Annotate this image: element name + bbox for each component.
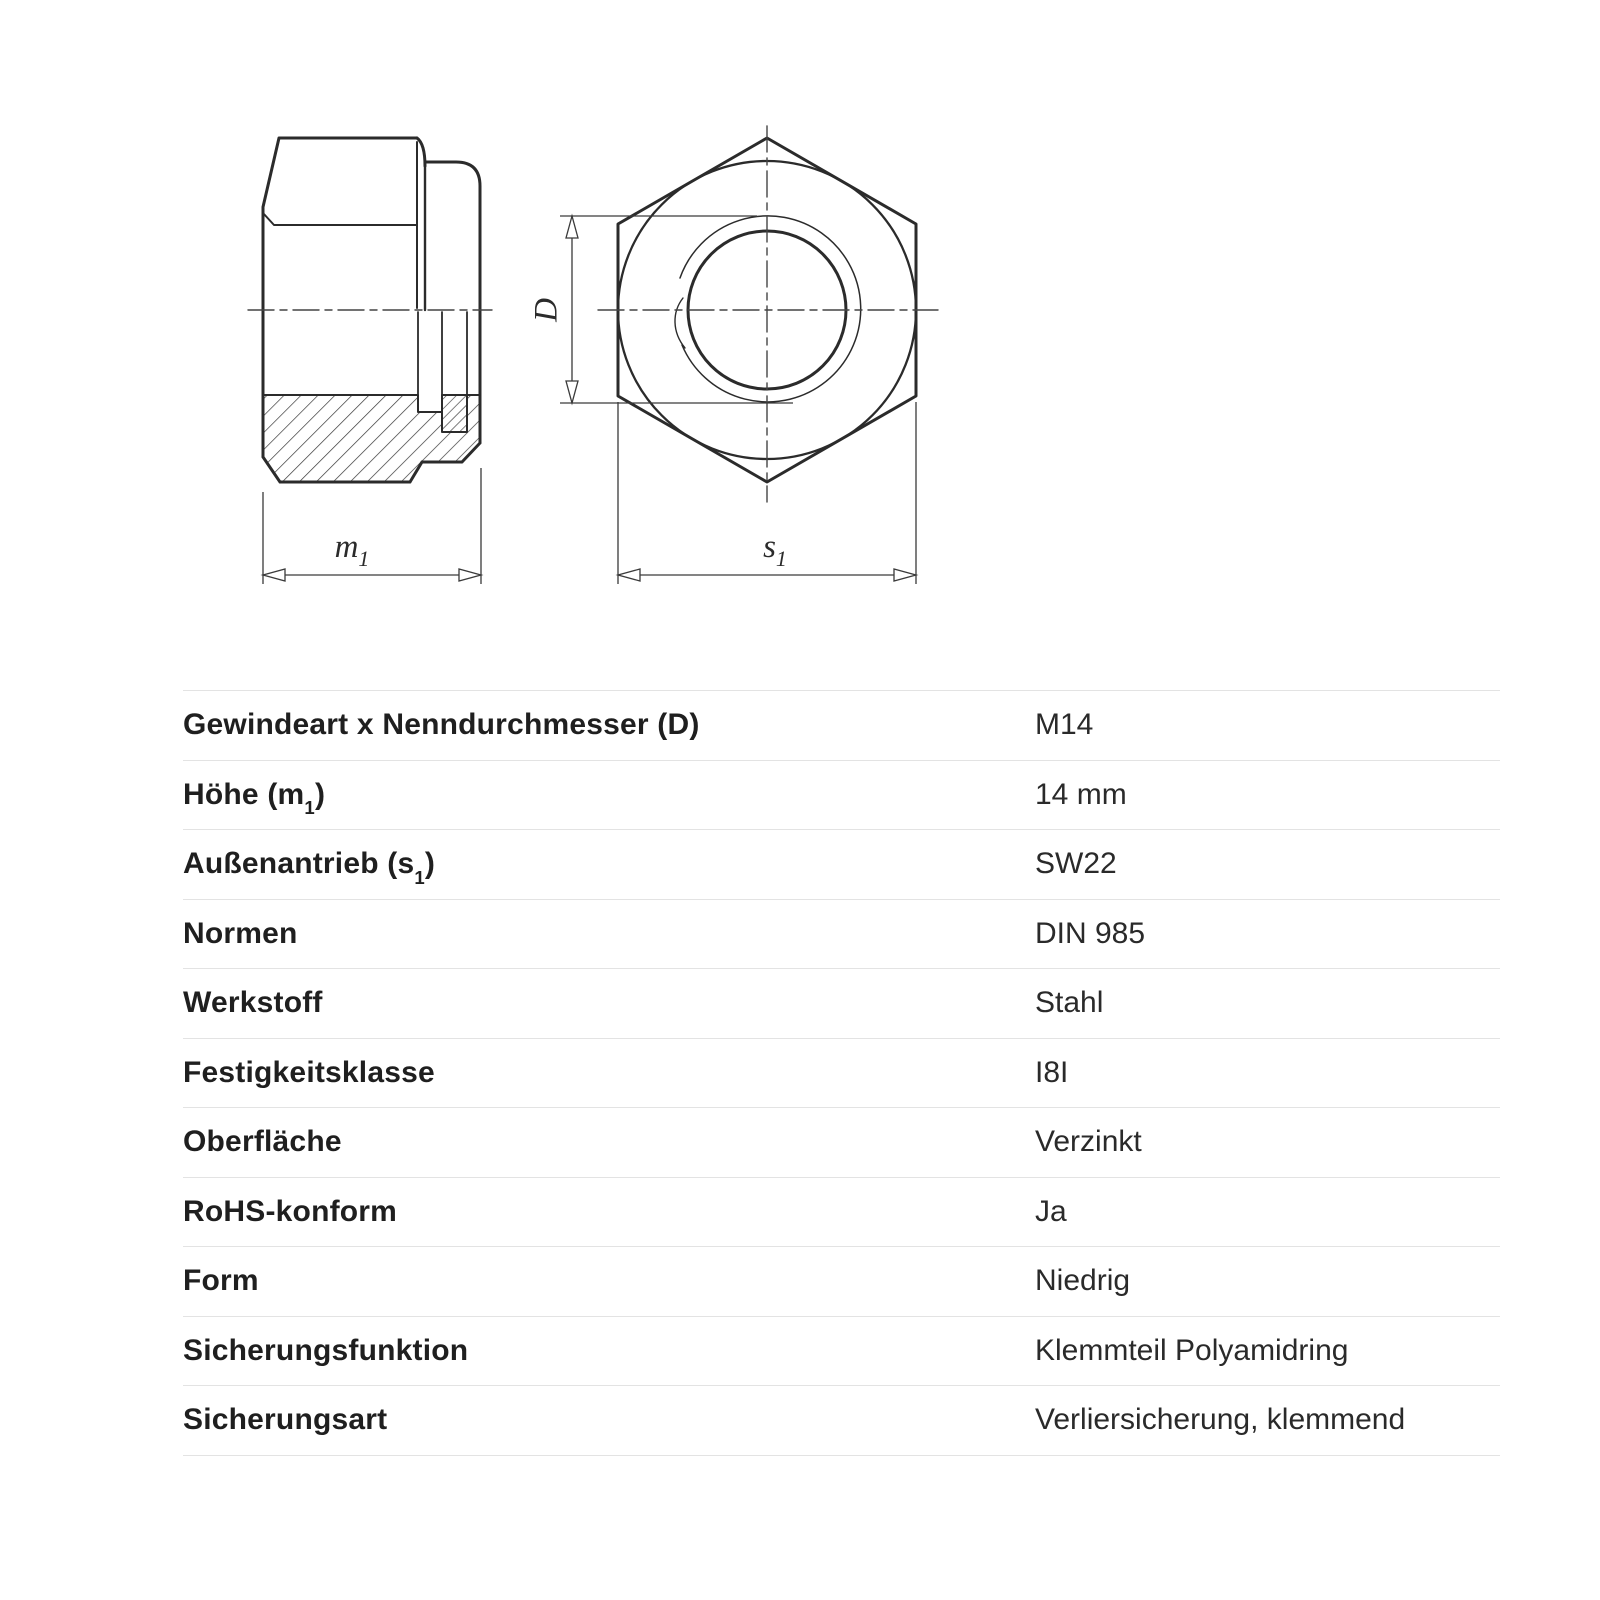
spec-row <box>183 829 1500 899</box>
spec-label-text: Normen <box>183 916 298 950</box>
spec-label <box>183 1334 1035 1368</box>
dim-label-d: D <box>528 298 565 322</box>
spec-label-text: Höhe (m <box>183 777 305 811</box>
spec-label <box>183 847 1035 888</box>
thread-arc <box>680 216 861 402</box>
spec-row <box>183 1107 1500 1177</box>
spec-value: 14 mm <box>1035 777 1127 811</box>
spec-label <box>183 986 1035 1020</box>
spec-value: M14 <box>1035 708 1094 742</box>
spec-value: Stahl <box>1035 986 1104 1020</box>
spec-row <box>183 1316 1500 1386</box>
spec-label-text: Festigkeitsklasse <box>183 1055 435 1089</box>
spec-row <box>183 899 1500 969</box>
thread-arc-tail <box>675 298 685 348</box>
spec-label <box>183 708 1035 742</box>
spec-label-text: ) <box>424 847 436 881</box>
spec-label-text: ) <box>314 777 326 811</box>
side-view <box>248 138 492 482</box>
dimension-m1 <box>263 468 481 584</box>
spec-label-text: Sicherungsfunktion <box>183 1333 469 1367</box>
dim-label-m1: $m_1$ <box>334 529 370 571</box>
lock-nut-drawing <box>0 0 1600 640</box>
spec-row <box>183 760 1500 830</box>
spec-value: DIN 985 <box>1035 916 1146 950</box>
spec-row <box>183 1246 1500 1316</box>
spec-label-text: Außenantrieb (s <box>183 847 415 881</box>
spec-value: Verliersicherung, klemmend <box>1035 1403 1406 1437</box>
spec-row <box>183 968 1500 1038</box>
spec-value: Niedrig <box>1035 1264 1131 1298</box>
spec-table <box>183 690 1500 1456</box>
spec-value: Klemmteil Polyamidring <box>1035 1333 1349 1367</box>
spec-row <box>183 1038 1500 1108</box>
spec-row <box>183 1177 1500 1247</box>
spec-label-text: Oberfläche <box>183 1125 342 1159</box>
section-hatch-body <box>263 395 442 482</box>
spec-value: SW22 <box>1035 847 1117 881</box>
spec-row <box>183 1385 1500 1455</box>
spec-label <box>183 1264 1035 1298</box>
spec-label <box>183 1125 1035 1159</box>
spec-label-text: RoHS-konform <box>183 1194 398 1228</box>
spec-label <box>183 1056 1035 1090</box>
spec-label-text: Werkstoff <box>183 986 323 1020</box>
technical-drawing <box>0 0 1600 640</box>
spec-label-text: Sicherungsart <box>183 1403 388 1437</box>
spec-label-subscript: 1 <box>414 866 425 888</box>
spec-label <box>183 917 1035 951</box>
section-hatch-ring <box>442 395 467 432</box>
spec-label <box>183 1403 1035 1437</box>
front-view <box>598 126 938 502</box>
spec-value: Ja <box>1035 1194 1067 1228</box>
spec-label <box>183 1195 1035 1229</box>
spec-value: Verzinkt <box>1035 1125 1142 1159</box>
spec-label-text: Gewindeart x Nenndurchmesser (D) <box>183 708 700 742</box>
spec-label-text: Form <box>183 1264 259 1298</box>
spec-label <box>183 777 1035 819</box>
spec-label-subscript: 1 <box>304 797 315 819</box>
spec-value: I8I <box>1035 1055 1069 1089</box>
spec-row <box>183 690 1500 760</box>
dim-label-s1: $s_1$ <box>763 529 787 571</box>
